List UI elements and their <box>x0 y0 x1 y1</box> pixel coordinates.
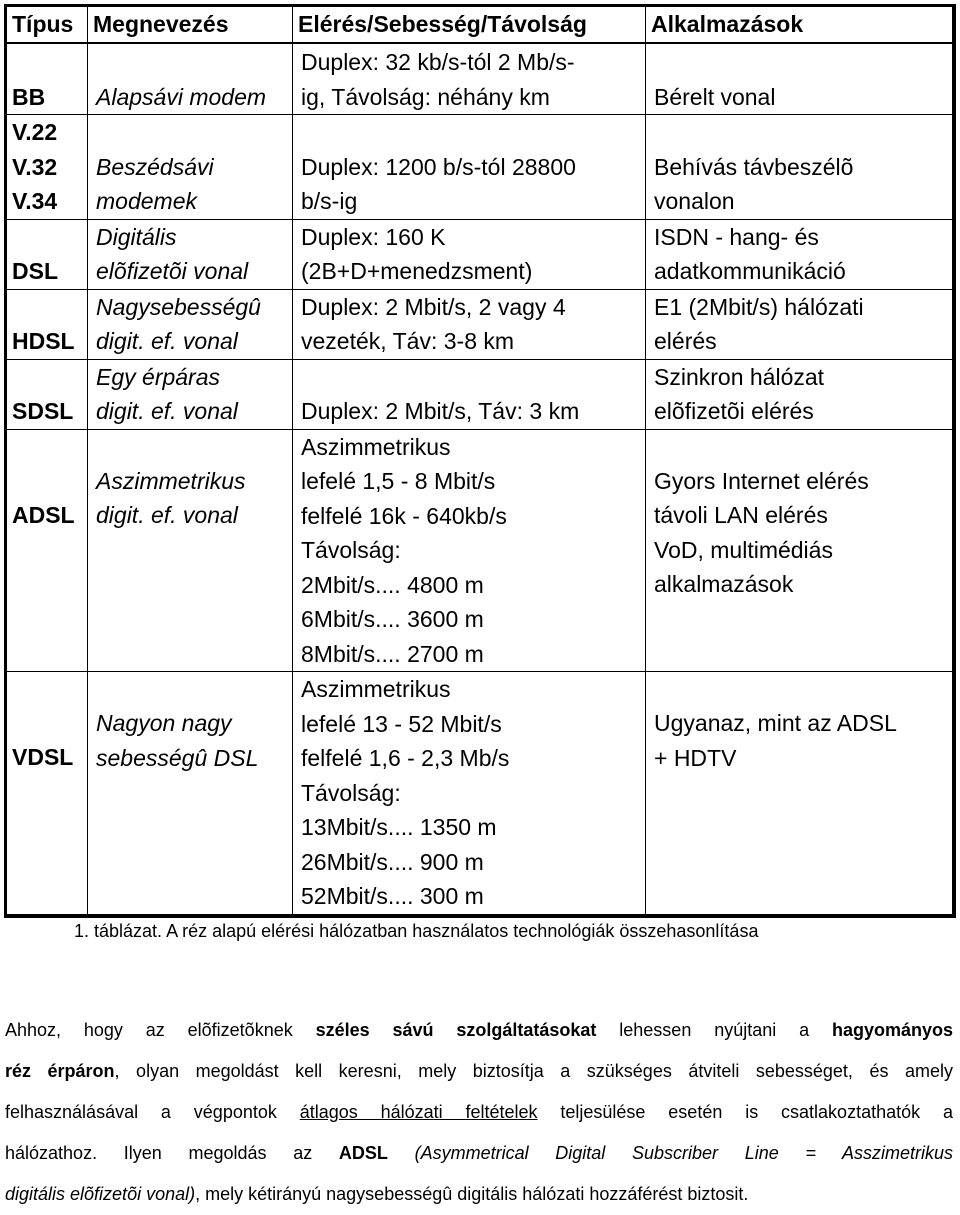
table-caption: 1. táblázat. A réz alapú elérési hálózatban használatos technológiák összehasonlítása <box>74 921 759 941</box>
cell-speed: Duplex: 2 Mbit/s, 2 vagy 4 vezeték, Táv: 3-8 km <box>293 289 646 359</box>
cell-speed: Duplex: 160 K (2B+D+menedzsment) <box>293 219 646 289</box>
table-row <box>6 219 954 289</box>
table-row <box>6 672 954 916</box>
paragraph-line: digitális elõfizetõi vonal), mely kétirányú nagysebességû digitális hálózati hozzáférést biztosit. <box>5 1184 749 1204</box>
table-row <box>6 115 954 220</box>
cell-name: Egy érpáras digit. ef. vonal <box>88 359 293 429</box>
table-row <box>6 359 954 429</box>
paragraph-line: Ahhoz, hogy az elõfizetõknek széles sávú szolgáltatásokat lehessen nyújtani a hagyományos <box>5 1020 954 1040</box>
header-speed: Elérés/Sebesség/Távolság <box>293 6 646 43</box>
technology-comparison-table <box>4 4 956 918</box>
table-row <box>6 289 954 359</box>
cell-speed: Aszimmetrikus lefelé 13 - 52 Mbit/s felfelé 1,6 - 2,3 Mb/s Távolság: 13Mbit/s.... 1350 m 26Mbit/s.... 900 m 52Mbit/s.... 300 m <box>293 672 646 916</box>
paragraph-line: felhasználásával a végpontok átlagos hálózati feltételek teljesülése esetén is csatlakoztathatók a <box>5 1102 953 1122</box>
cell-apps: ISDN - hang- és adatkommunikáció <box>646 219 954 289</box>
cell-speed: Aszimmetrikus lefelé 1,5 - 8 Mbit/s felfelé 16k - 640kb/s Távolság: 2Mbit/s.... 4800 m 6Mbit/s.... 3600 m 8Mbit/s.... 2700 m <box>293 429 646 672</box>
table-row <box>6 429 954 672</box>
cell-speed: Duplex: 32 kb/s-tól 2 Mb/s- ig, Távolság: néhány km <box>293 43 646 115</box>
cell-apps: Ugyanaz, mint az ADSL + HDTV <box>646 672 954 916</box>
cell-name: Nagyon nagy sebességû DSL <box>88 672 293 916</box>
cell-apps: Gyors Internet elérés távoli LAN elérés VoD, multimédiás alkalmazások <box>646 429 954 672</box>
cell-name: Digitális elõfizetõi vonal <box>88 219 293 289</box>
cell-speed: Duplex: 2 Mbit/s, Táv: 3 km <box>293 359 646 429</box>
cell-apps: Bérelt vonal <box>646 43 954 115</box>
cell-name: Beszédsávi modemek <box>88 115 293 220</box>
paragraph-line: réz érpáron, olyan megoldást kell keresni, mely biztosítja a szükséges átviteli sebességet, és amely <box>5 1061 953 1081</box>
cell-type: BB <box>6 43 88 115</box>
cell-type: DSL <box>6 219 88 289</box>
cell-speed: Duplex: 1200 b/s-tól 28800 b/s-ig <box>293 115 646 220</box>
cell-type: V.22 V.32 V.34 <box>6 115 88 220</box>
table-header-row <box>6 6 954 43</box>
body-paragraph <box>5 1010 953 1215</box>
cell-type: SDSL <box>6 359 88 429</box>
header-apps: Alkalmazások <box>646 6 954 43</box>
paragraph-line: hálózathoz. Ilyen megoldás az ADSL (Asymmetrical Digital Subscriber Line = Asszimetrikus <box>5 1143 953 1163</box>
table-row <box>6 43 954 115</box>
cell-name: Aszimmetrikus digit. ef. vonal <box>88 429 293 672</box>
cell-type: ADSL <box>6 429 88 672</box>
cell-apps: Szinkron hálózat elõfizetõi elérés <box>646 359 954 429</box>
cell-name: Nagysebességû digit. ef. vonal <box>88 289 293 359</box>
cell-name: Alapsávi modem <box>88 43 293 115</box>
cell-apps: Behívás távbeszélõ vonalon <box>646 115 954 220</box>
header-type: Típus <box>6 6 88 43</box>
cell-apps: E1 (2Mbit/s) hálózati elérés <box>646 289 954 359</box>
cell-type: HDSL <box>6 289 88 359</box>
header-name: Megnevezés <box>88 6 293 43</box>
cell-type: VDSL <box>6 672 88 916</box>
